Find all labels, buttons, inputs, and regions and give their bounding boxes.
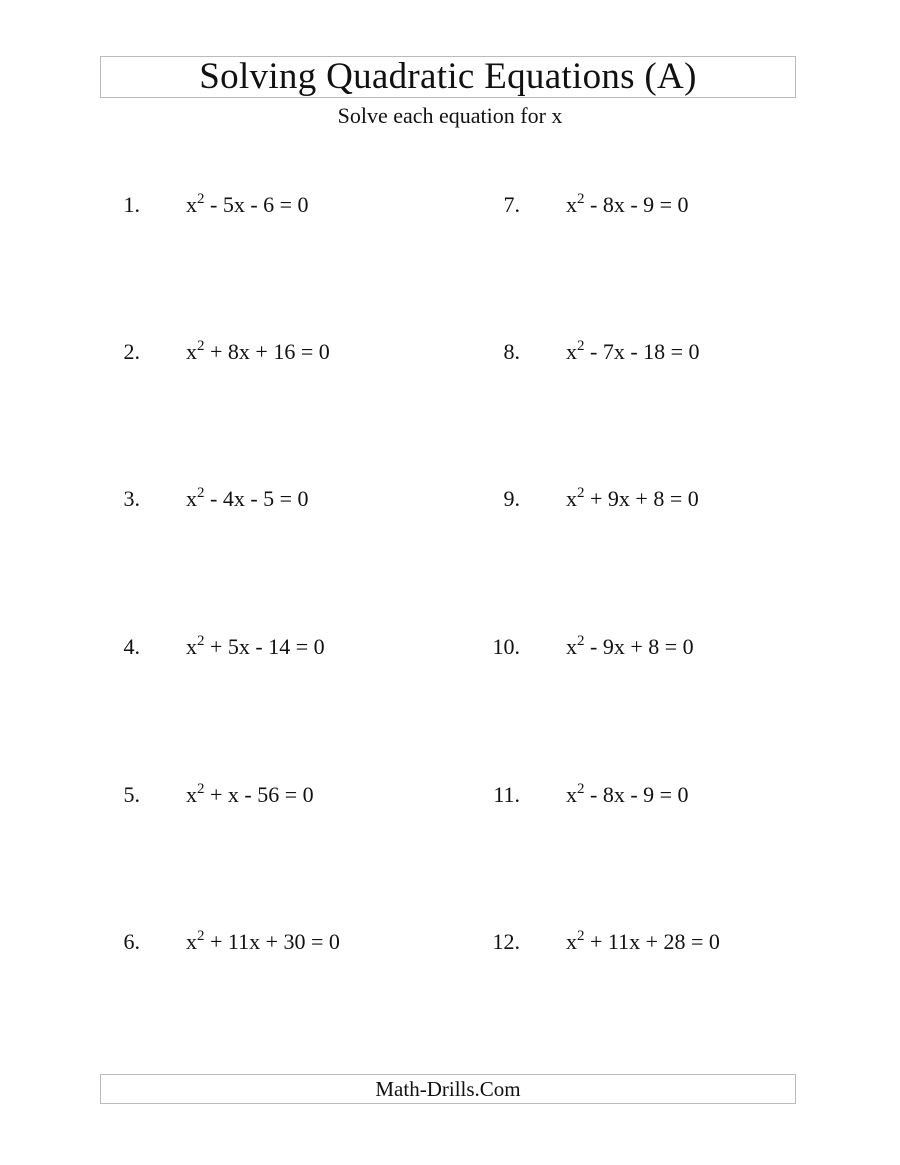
equation-exponent: 2 xyxy=(577,781,585,797)
equation-rest: + x - 56 = 0 xyxy=(204,782,314,807)
problem-equation xyxy=(566,782,689,808)
footer-text: Math-Drills.Com xyxy=(375,1077,521,1101)
equation-exponent: 2 xyxy=(197,338,205,354)
problem-equation xyxy=(566,634,694,660)
equation-rest: + 8x + 16 = 0 xyxy=(204,339,330,364)
equation-variable: x xyxy=(566,192,577,217)
problem-item xyxy=(0,929,900,955)
equation-variable: x xyxy=(566,339,577,364)
page-title: Solving Quadratic Equations (A) xyxy=(199,56,697,97)
equation-rest: - 5x - 6 = 0 xyxy=(204,192,309,217)
problem-equation xyxy=(566,486,699,512)
equation-rest: + 9x + 8 = 0 xyxy=(584,486,699,511)
equation-variable: x xyxy=(186,929,197,954)
problem-item xyxy=(0,192,900,218)
problem-number: 11. xyxy=(493,782,520,807)
equation-exponent: 2 xyxy=(577,191,585,207)
equation-exponent: 2 xyxy=(197,928,205,944)
footer xyxy=(100,1074,796,1104)
equation-variable: x xyxy=(566,929,577,954)
problem-equation xyxy=(566,929,720,955)
equation-exponent: 2 xyxy=(197,191,205,207)
problem-number: 1. xyxy=(123,192,140,217)
problem-equation xyxy=(566,192,689,218)
equation-exponent: 2 xyxy=(577,633,585,649)
equation-rest: - 4x - 5 = 0 xyxy=(204,486,309,511)
equation-variable: x xyxy=(566,634,577,659)
problem-number: 7. xyxy=(503,192,520,217)
problem-number: 6. xyxy=(123,929,140,954)
equation-variable: x xyxy=(186,192,197,217)
problem-number: 4. xyxy=(123,634,140,659)
equation-rest: + 11x + 28 = 0 xyxy=(584,929,720,954)
equation-variable: x xyxy=(566,486,577,511)
problem-number: 9. xyxy=(503,486,520,511)
problem-number: 10. xyxy=(492,634,520,659)
equation-exponent: 2 xyxy=(197,781,205,797)
equation-variable: x xyxy=(186,339,197,364)
title-box xyxy=(100,56,796,98)
equation-variable: x xyxy=(186,782,197,807)
equation-rest: - 8x - 9 = 0 xyxy=(584,782,689,807)
problem-number: 12. xyxy=(492,929,520,954)
equation-rest: - 7x - 18 = 0 xyxy=(584,339,700,364)
equation-exponent: 2 xyxy=(577,338,585,354)
problem-number: 3. xyxy=(123,486,140,511)
equation-exponent: 2 xyxy=(197,633,205,649)
problem-number: 8. xyxy=(503,339,520,364)
problem-number: 5. xyxy=(123,782,140,807)
equation-rest: + 11x + 30 = 0 xyxy=(204,929,340,954)
problem-item xyxy=(0,339,900,365)
equation-variable: x xyxy=(186,486,197,511)
problem-item xyxy=(0,782,900,808)
problem-item xyxy=(0,486,900,512)
instructions: Solve each equation for x xyxy=(337,103,563,128)
equation-rest: + 5x - 14 = 0 xyxy=(204,634,325,659)
equation-variable: x xyxy=(186,634,197,659)
equation-rest: - 8x - 9 = 0 xyxy=(584,192,689,217)
equation-exponent: 2 xyxy=(577,485,585,501)
equation-exponent: 2 xyxy=(197,485,205,501)
equation-variable: x xyxy=(566,782,577,807)
equation-rest: - 9x + 8 = 0 xyxy=(584,634,694,659)
problem-item xyxy=(0,634,900,660)
problem-number: 2. xyxy=(123,339,140,364)
problem-equation xyxy=(566,339,700,365)
equation-exponent: 2 xyxy=(577,928,585,944)
